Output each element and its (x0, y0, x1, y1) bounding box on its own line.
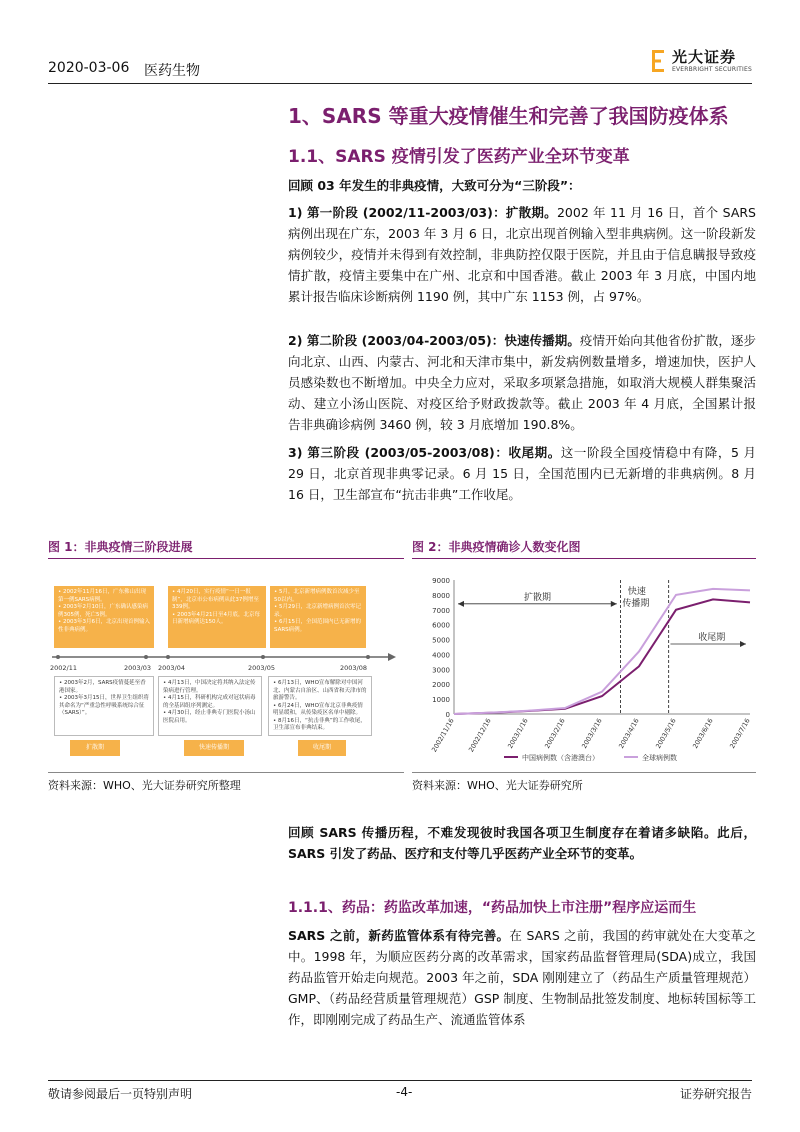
series-line-0 (454, 599, 750, 714)
x-tick-label-3: 2003/2/16 (543, 717, 567, 750)
x-tick-label-4: 2003/3/16 (580, 717, 604, 750)
x-tick-label-7: 2003/6/16 (691, 717, 715, 750)
drug-lead: SARS 之前，新药监管体系有待完善。 (288, 928, 510, 943)
fig1-tick-1: 2002/11 (50, 664, 78, 672)
header-rule (48, 83, 752, 84)
drug-text: 在 SARS 之前，我国的药审就处在大变革之中。1998 年，为顺应医药分离的改革需求，国家药品监督管理局(SDA)成立，我国药品监管开始走向规范。2003 年之前，SDA 刚刚建立了（药品生产质量管理规范）GMP、（药品经营质量管理规范）GSP 制度、生物制品批签发制度、地标转国标等工作，即刚刚完成了药品生产、流通监管体系 (288, 928, 756, 1027)
fig1-bottom-box-1: • 2003年2月，SARS疫情蔓延至香港国家。 • 2003年3月15日，世界卫生组织将其命名为“严重急性呼吸系统综合征（SARS）”。 (54, 676, 154, 736)
subsubsection-title: 1.1.1、药品：药监改革加速，“药品加快上市注册”程序应运而生 (288, 900, 697, 916)
y-tick-label-2: 2000 (432, 681, 450, 690)
y-tick-label-1: 1000 (432, 696, 450, 705)
subsection-title: 1.1、SARS 疫情引发了医药产业全环节变革 (288, 147, 630, 167)
drug-paragraph (288, 925, 756, 1030)
company-logo (650, 48, 752, 74)
phase2-text: 疫情开始向其他省份扩散，逐步向北京、山西、内蒙古、河北和天津市集中，新发病例数量增多，增速加快，医护人员感染数也不断增加。中央全力应对，采取多项紧急措施，如取消大规模人群集聚活动、建立小汤山医院、对疫区给予财政拨款等。截止 2003 年 4 月底，全国累计报告非典确诊病例 3460 例，较 3 月底增加 190.8%。 (288, 333, 756, 432)
x-tick-label-1: 2002/12/16 (467, 717, 493, 754)
phase2-paragraph (288, 330, 756, 435)
legend-label-0: 中国病例数（含港澳台） (522, 754, 599, 762)
fig2-source-rule (412, 772, 756, 773)
fig1-tick-3: 2003/04 (158, 664, 186, 672)
spread-arrow-right-head (611, 601, 617, 607)
phase1-paragraph (288, 202, 756, 307)
fig1-phase-end: 收尾期 (298, 740, 346, 756)
fig1-title-rule (48, 558, 404, 559)
fig1-phase-fast: 快速传播期 (184, 740, 244, 756)
y-tick-label-3: 3000 (432, 666, 450, 675)
annotation-end: 收尾期 (698, 633, 726, 644)
fig2-title-rule (412, 558, 756, 559)
fig1-source-rule (48, 772, 404, 773)
annotation-fast-1: 快速 (627, 587, 646, 597)
logo-text-en: EVERBRIGHT SECURITIES (672, 65, 752, 73)
legend-label-1: 全球病例数 (642, 754, 677, 762)
x-tick-label-0: 2002/11/16 (430, 717, 456, 754)
summary-text: 回顾 SARS 传播历程，不难发现彼时我国各项卫生制度存在着诸多缺陷。此后，SARS 引发了药品、医疗和支付等几乎医药产业全环节的变革。 (288, 825, 756, 861)
logo-text-cn: 光大证券 (672, 47, 737, 66)
x-tick-label-8: 2003/7/16 (728, 717, 752, 750)
intro-paragraph (288, 175, 756, 196)
y-tick-label-7: 7000 (432, 606, 450, 615)
fig2-chart (410, 570, 760, 770)
intro-text: 回顾 03 年发生的非典疫情，大致可分为“三阶段”： (288, 178, 581, 193)
fig1-top-box-2: • 4月20日，实行疫情“一日一报制”，北京市公布病例从此37例增至339例。 • 2003年4月21日至4月底，北京每日新增病例达150人。 (168, 586, 266, 648)
fig1-tick-5: 2003/08 (340, 664, 368, 672)
footer-page-number: -4- (396, 1085, 413, 1099)
y-tick-label-6: 6000 (432, 621, 450, 630)
spread-arrow-left-head (458, 601, 464, 607)
logo-mark-icon (650, 48, 666, 74)
y-tick-label-8: 8000 (432, 591, 450, 600)
fig2-title: 图 2：非典疫情确诊人数变化图 (412, 540, 581, 554)
phase2-lead: 2) 第二阶段 (2003/04-2003/05)：快速传播期。 (288, 333, 580, 348)
page-header (48, 47, 752, 80)
y-tick-label-0: 0 (445, 711, 450, 719)
fig2-chart-svg (410, 570, 760, 770)
footer-rule (48, 1080, 752, 1081)
phase3-paragraph (288, 442, 756, 505)
fig1-phase-spread: 扩散期 (70, 740, 120, 756)
fig1-timeline (48, 568, 412, 764)
phase1-text: 2002 年 11 月 16 日，首个 SARS 病例出现在广东，2003 年 3 月 6 日，北京出现首例输入型非典病例。这一阶段新发病例较少，疫情并未得到有效控制，非典防控仅限于医院，并且由于信息瞒报导致疫情扩散，疫情主要集中在广州、北京和中国香港。截止 2003 年 3 月底，中国内地累计报告临床诊断病例 1190 例，其中广东 1153 例，占 97%。 (288, 205, 756, 304)
phase1-lead: 1) 第一阶段 (2002/11-2003/03)：扩散期。 (288, 205, 557, 220)
end-arrow-head (740, 641, 746, 647)
fig1-bottom-box-3: • 6月13日，WHO宣布解除对中国河北、内蒙古自治区、山西省和天津市的旅游警告。 • 6月24日，WHO宣布北京非典疫情明显缓和，从传染疫区名单中剔除。 • 8月16日，“抗击非典”的工作收尾，卫生部宣布非典结束。 (268, 676, 372, 736)
fig1-top-box-3: • 5月，北京新增病例数首次减少至50以内。 • 5月29日，北京新增病例首次零记录。 • 6月15日，全国范围内已无新增的SARS病例。 (270, 586, 366, 648)
fig1-top-box-1: • 2002年11月16日，广东佛山出现第一例SARS病例。 • 2003年2月10日，广东确认感染病例305例，死亡5例。 • 2003年3月6日，北京出现首例输入性非典病例。 (54, 586, 154, 648)
footer-report-type: 证券研究报告 (679, 1087, 752, 1101)
y-tick-label-5: 5000 (432, 636, 450, 645)
fig1-timeline-axis (48, 650, 412, 664)
phase3-text: 这一阶段全国疫情稳中有降，5 月 29 日，北京首现非典零记录。6 月 15 日，全国范围内已无新增的非典病例。8 月 16 日，卫生部宣布“抗击非典”工作收尾。 (288, 445, 756, 502)
annotation-spread: 扩散期 (524, 592, 552, 603)
x-tick-label-6: 2003/5/16 (654, 717, 678, 750)
section-title: 1、SARS 等重大疫情催生和完善了我国防疫体系 (288, 104, 729, 128)
annotation-fast-2: 传播期 (622, 599, 650, 609)
fig2-source: 资料来源：WHO、光大证券研究所 (412, 779, 583, 792)
x-tick-label-5: 2003/4/16 (617, 717, 641, 750)
fig1-bottom-box-2: • 4月13日，中国决定将其纳入法定传染病进行管理。 • 4月15日，科研机构完成对冠状病毒的全基因组序列测定。 • 4月30日，经止非典专门医院小汤山医院启用。 (158, 676, 262, 736)
fig1-tick-4: 2003/05 (248, 664, 276, 672)
y-tick-label-9: 9000 (432, 577, 450, 585)
fig1-title: 图 1：非典疫情三阶段进展 (48, 540, 193, 554)
footer-disclaimer: 敬请参阅最后一页特别声明 (48, 1087, 193, 1101)
y-tick-label-4: 4000 (432, 651, 450, 660)
report-date: 2020-03-06 (48, 60, 130, 76)
report-sector: 医药生物 (144, 63, 200, 79)
fig1-source: 资料来源：WHO、光大证券研究所整理 (48, 779, 241, 792)
summary-paragraph (288, 822, 756, 864)
x-tick-label-2: 2003/1/16 (506, 717, 530, 750)
fig1-tick-2: 2003/03 (124, 664, 152, 672)
phase3-lead: 3) 第三阶段 (2003/05-2003/08)：收尾期。 (288, 445, 561, 460)
